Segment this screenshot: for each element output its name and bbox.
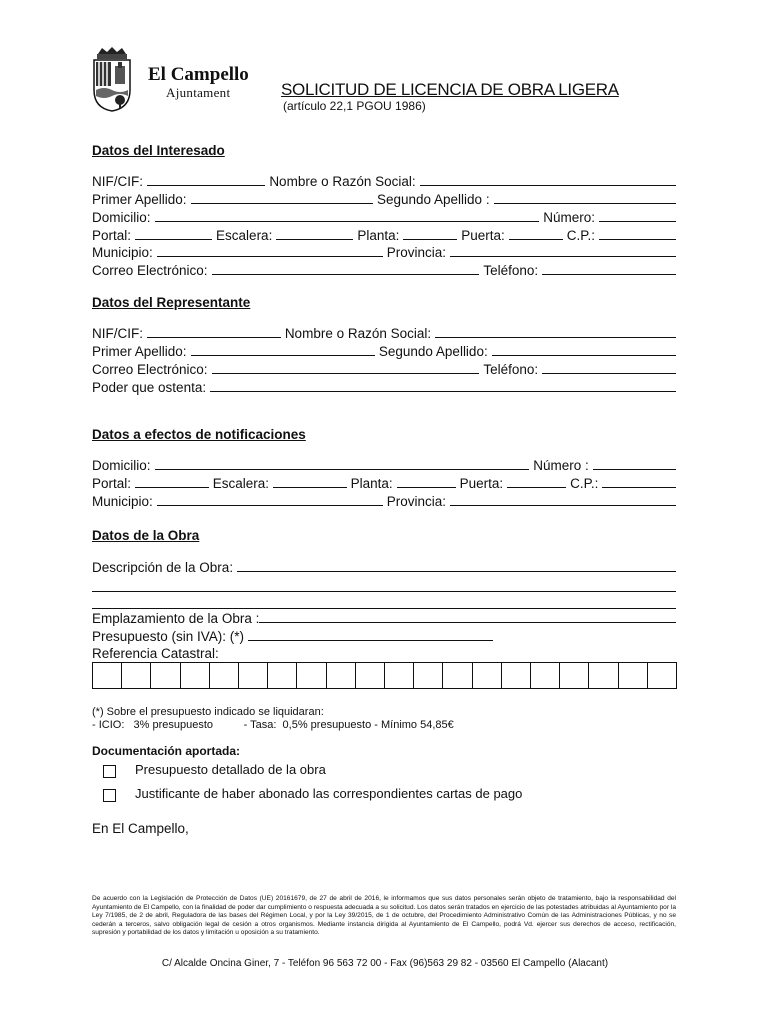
- rep-correo-label: Correo Electrónico:: [92, 362, 208, 377]
- notif-numero-label: Número :: [533, 458, 589, 473]
- descripcion-label: Descripción de la Obra:: [92, 560, 234, 575]
- section-title-notificaciones: Datos a efectos de notificaciones: [92, 427, 306, 442]
- notif-row-domicilio: [92, 457, 676, 475]
- section-title-obra: Datos de la Obra: [92, 528, 200, 543]
- grid-cell[interactable]: [93, 663, 122, 688]
- nombre-field[interactable]: [420, 173, 676, 186]
- notif-provincia-field[interactable]: [450, 493, 676, 506]
- rep-primer-apellido-label: Primer Apellido:: [92, 344, 187, 359]
- domicilio-label: Domicilio:: [92, 210, 151, 225]
- notif-escalera-field[interactable]: [273, 475, 347, 488]
- nif-field[interactable]: [147, 173, 265, 186]
- grid-cell[interactable]: [268, 663, 297, 688]
- notif-provincia-label: Provincia:: [386, 494, 447, 509]
- presupuesto-note-2: - ICIO: 3% presupuesto - Tasa: 0,5% presupuesto - Mínimo 54,85€: [92, 719, 454, 731]
- grid-cell[interactable]: [502, 663, 531, 688]
- representante-row-correo: [92, 361, 676, 379]
- representante-row-poder: [92, 379, 676, 397]
- descripcion-line-3[interactable]: [92, 607, 676, 609]
- town-name: El Campello: [148, 64, 249, 85]
- rep-segundo-apellido-field[interactable]: [492, 343, 676, 356]
- correo-label: Correo Electrónico:: [92, 263, 208, 278]
- escalera-label: Escalera:: [216, 228, 273, 243]
- grid-cell[interactable]: [239, 663, 268, 688]
- notif-numero-field[interactable]: [593, 457, 676, 470]
- presupuesto-note-1: (*) Sobre el presupuesto indicado se liquidaran:: [92, 706, 324, 718]
- presupuesto-label: Presupuesto (sin IVA): (*): [92, 629, 245, 644]
- grid-cell[interactable]: [297, 663, 326, 688]
- interesado-row-apellidos: [92, 191, 676, 209]
- provincia-label: Provincia:: [386, 245, 447, 260]
- municipio-field[interactable]: [157, 244, 383, 257]
- emplazamiento-field[interactable]: [259, 610, 676, 623]
- referencia-label: Referencia Catastral:: [92, 646, 219, 661]
- notif-row-portal: [92, 475, 676, 493]
- portal-label: Portal:: [92, 228, 132, 243]
- notif-portal-field[interactable]: [135, 475, 209, 488]
- grid-cell[interactable]: [122, 663, 151, 688]
- grid-cell[interactable]: [210, 663, 239, 688]
- rep-nif-field[interactable]: [147, 325, 281, 338]
- interesado-row-municipio: [92, 244, 676, 262]
- rep-telefono-field[interactable]: [542, 361, 676, 374]
- checkbox-justificante[interactable]: [103, 789, 116, 802]
- rep-nombre-label: Nombre o Razón Social:: [284, 326, 432, 341]
- notif-planta-field[interactable]: [397, 475, 456, 488]
- presupuesto-field[interactable]: [248, 628, 493, 641]
- provincia-field[interactable]: [450, 244, 676, 257]
- primer-apellido-label: Primer Apellido:: [92, 192, 187, 207]
- data-protection-notice: De acuerdo con la Legislación de Protección de Datos (UE) 20161679, de 27 de abril de 2016, le informamos que sus datos personales serán objeto de tratamiento, bajo la responsabilidad del Ayuntamiento de El Campello, con la finalidad de poder dar cumplimiento o respuesta adecuada a su solicitud. Los datos serán tratados en ejercicio de las potestades atribuidas al Ayuntamiento por la Ley 7/1985, de 2 de abril, Reguladora de las bases del Régimen Local, y por la Ley 39/2015, de 1 de octubre, del Procedimiento Administrativo Común de las Administraciones Públicas, y no se cederán a terceros, salvo obligación legal de cesión a otros organismos. Mediante instancia dirigida al Ayuntamiento de El Campello, podrá Vd. ejercer sus derechos de acceso, rectificación, supresión y portabilidad de los datos y limitación u oposición a su tratamiento.: [92, 895, 676, 936]
- puerta-label: Puerta:: [461, 228, 505, 243]
- rep-nif-label: NIF/CIF:: [92, 326, 143, 341]
- interesado-row-portal: [92, 227, 676, 245]
- rep-primer-apellido-field[interactable]: [191, 343, 375, 356]
- rep-correo-field[interactable]: [212, 361, 480, 374]
- representante-row-apellidos: [92, 343, 676, 361]
- interesado-row-correo: [92, 262, 676, 280]
- grid-cell[interactable]: [151, 663, 180, 688]
- obra-row-presupuesto: [92, 628, 676, 646]
- representante-row-nif: [92, 325, 676, 343]
- notif-domicilio-field[interactable]: [155, 457, 530, 470]
- obra-row-referencia: [92, 645, 676, 663]
- notif-cp-label: C.P.:: [570, 476, 599, 491]
- doc-item-justificante: Justificante de haber abonado las correspondientes cartas de pago: [135, 786, 523, 801]
- documentacion-title: Documentación aportada:: [92, 744, 241, 758]
- grid-cell[interactable]: [589, 663, 618, 688]
- section-title-interesado: Datos del Interesado: [92, 143, 225, 158]
- grid-cell[interactable]: [385, 663, 414, 688]
- checkbox-presupuesto[interactable]: [103, 765, 116, 778]
- notif-puerta-field[interactable]: [507, 475, 566, 488]
- notif-planta-label: Planta:: [350, 476, 393, 491]
- interesado-row-nif: [92, 173, 676, 191]
- coat-of-arms-logo: [90, 46, 134, 112]
- nif-label: NIF/CIF:: [92, 174, 143, 189]
- grid-cell[interactable]: [531, 663, 560, 688]
- section-title-representante: Datos del Representante: [92, 295, 251, 310]
- ajuntament-label: Ajuntament: [166, 85, 231, 100]
- rep-poder-field[interactable]: [210, 379, 676, 392]
- segundo-apellido-field[interactable]: [494, 191, 676, 204]
- descripcion-line-2[interactable]: [92, 590, 676, 592]
- obra-row-emplazamiento: [92, 610, 676, 628]
- grid-cell[interactable]: [560, 663, 589, 688]
- grid-cell[interactable]: [356, 663, 385, 688]
- interesado-row-domicilio: [92, 209, 676, 227]
- notif-row-municipio: [92, 493, 676, 511]
- notif-puerta-label: Puerta:: [459, 476, 504, 491]
- descripcion-field[interactable]: [237, 559, 676, 572]
- primer-apellido-field[interactable]: [191, 191, 373, 204]
- notif-domicilio-label: Domicilio:: [92, 458, 151, 473]
- notif-portal-label: Portal:: [92, 476, 132, 491]
- obra-row-descripcion: [92, 559, 676, 577]
- segundo-apellido-label: Segundo Apellido :: [376, 192, 490, 207]
- footer-address: C/ Alcalde Oncina Giner, 7 - Teléfon 96 563 72 00 - Fax (96)563 29 82 - 03560 El Campello (Alacant): [161, 958, 609, 969]
- portal-field[interactable]: [135, 227, 212, 240]
- escalera-field[interactable]: [276, 227, 353, 240]
- rep-poder-label: Poder que ostenta:: [92, 380, 207, 395]
- emplazamiento-label: Emplazamiento de la Obra :: [92, 611, 260, 626]
- grid-cell[interactable]: [181, 663, 210, 688]
- referencia-catastral-grid[interactable]: [92, 662, 677, 689]
- correo-field[interactable]: [212, 262, 480, 275]
- cp-field[interactable]: [599, 227, 676, 240]
- telefono-field[interactable]: [542, 262, 676, 275]
- doc-item-presupuesto: Presupuesto detallado de la obra: [135, 762, 326, 777]
- notif-escalera-label: Escalera:: [212, 476, 269, 491]
- grid-cell[interactable]: [443, 663, 472, 688]
- domicilio-field[interactable]: [155, 209, 540, 222]
- telefono-label: Teléfono:: [483, 263, 539, 278]
- municipio-label: Municipio:: [92, 245, 153, 260]
- planta-field[interactable]: [403, 227, 457, 240]
- rep-segundo-apellido-label: Segundo Apellido:: [378, 344, 488, 359]
- cp-label: C.P.:: [566, 228, 595, 243]
- numero-field[interactable]: [599, 209, 676, 222]
- grid-cell[interactable]: [414, 663, 443, 688]
- grid-cell[interactable]: [327, 663, 356, 688]
- grid-cell[interactable]: [619, 663, 648, 688]
- planta-label: Planta:: [357, 228, 400, 243]
- grid-cell[interactable]: [473, 663, 502, 688]
- numero-label: Número:: [543, 210, 596, 225]
- notif-municipio-label: Municipio:: [92, 494, 153, 509]
- grid-cell[interactable]: [648, 663, 676, 688]
- notif-municipio-field[interactable]: [157, 493, 383, 506]
- nombre-label: Nombre o Razón Social:: [269, 174, 416, 189]
- puerta-field[interactable]: [509, 227, 563, 240]
- page-subtitle: (artículo 22,1 PGOU 1986): [283, 99, 426, 113]
- rep-telefono-label: Teléfono:: [483, 362, 539, 377]
- closing-text: En El Campello,: [92, 821, 189, 836]
- rep-nombre-field[interactable]: [435, 325, 676, 338]
- page-title: SOLICITUD DE LICENCIA DE OBRA LIGERA: [281, 80, 619, 99]
- notif-cp-field[interactable]: [602, 475, 676, 488]
